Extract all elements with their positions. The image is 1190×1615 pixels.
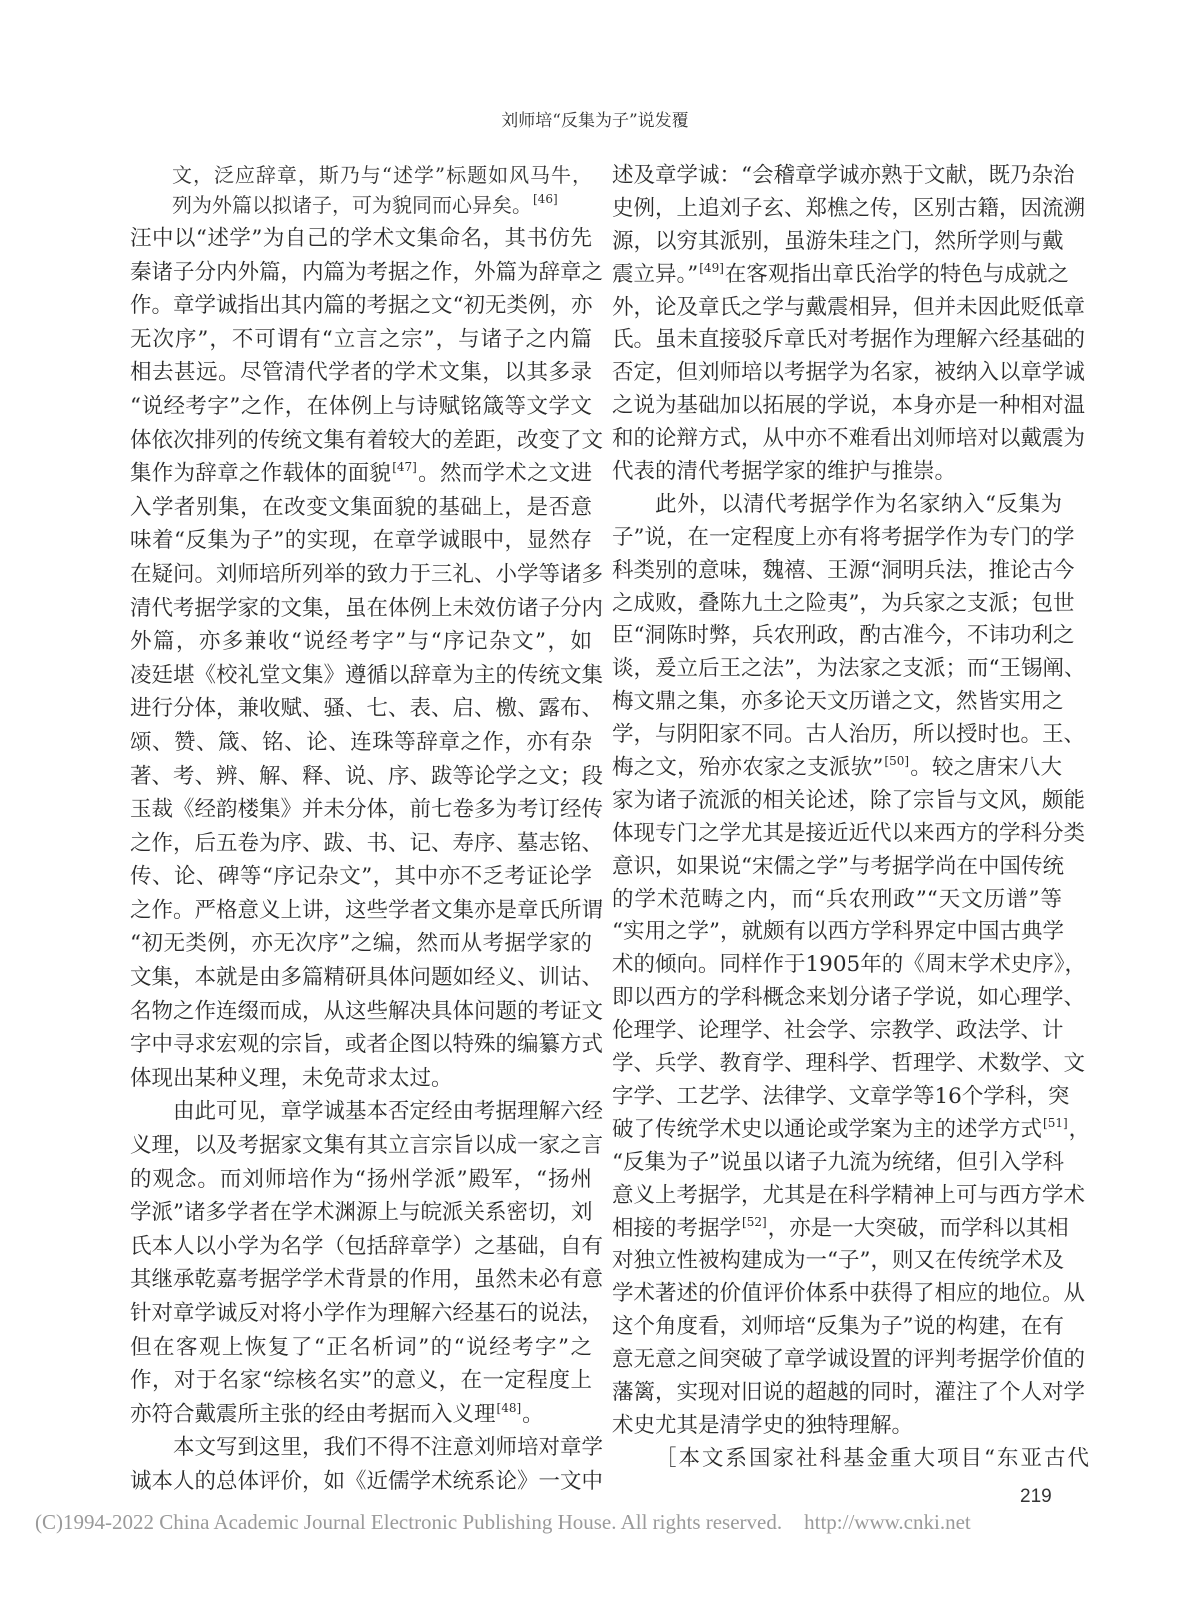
- text-line: 的观念。而刘师培作为“扬州学派”殿军，“扬州: [130, 1166, 592, 1192]
- text-line: 氏本人以小学为名学（包括辞章学）之基础，自有: [130, 1233, 604, 1259]
- text-line: 体依次排列的传统文集有着较大的差距，改变了文: [130, 427, 604, 453]
- text-line: 体现专门之学尤其是接近近代以来西方的学科分类: [612, 820, 1086, 846]
- footnote-ref: [47]: [392, 460, 417, 475]
- text-line: 但在客观上恢复了“正名析词”的“说经考字”之: [130, 1334, 592, 1360]
- text-line: 外篇，亦多兼收“说经考字”与“序记杂文”，如: [130, 629, 592, 655]
- paragraph: [130, 1095, 604, 1431]
- text-line: 玉裁《经韵楼集》并未分体，前七卷多为考订经传: [130, 797, 604, 823]
- copyright-text: (C)1994-2022 China Academic Journal Electronic Publishing House. All rights reserved.: [35, 1510, 783, 1534]
- text-line: 文集，本就是由多篇精研具体问题如经义、训诂、: [130, 965, 604, 991]
- running-title: 刘师培“反集为子”说发覆: [501, 111, 689, 131]
- text-line: 伦理学、论理学、社会学、宗教学、政法学、计: [612, 1018, 1064, 1044]
- text-line: 亦符合戴震所主张的经由考据而入义理[48]。: [130, 1400, 544, 1427]
- text-line: 本文写到这里，我们不得不注意刘师培对章学: [173, 1435, 604, 1461]
- text-line: 汪中以“述学”为自己的学术文集命名，其书仿先: [130, 226, 592, 251]
- paragraph: [612, 160, 1086, 489]
- text-line: 述及章学诚：“会稽章学诚亦熟于文献，既乃杂治: [612, 163, 1075, 188]
- text-line: 传、论、碑等“序记杂文”，其中亦不乏考证论学: [130, 864, 592, 890]
- text-line: 秦诸子分内外篇，内篇为考据之作，外篇为辞章之: [130, 259, 604, 285]
- text-line: 意无意之间突破了章学诚设置的评判考据学价值的: [612, 1347, 1086, 1373]
- text-line: 无次序”，不可谓有“立言之宗”，与诸子之内篇: [130, 326, 592, 352]
- text-line: 学派”诸多学者在学术渊源上与皖派关系密切，刘: [130, 1200, 593, 1226]
- text-line: 的学术范畴之内，而“兵农刑政”“天文历谱”等: [612, 886, 1062, 912]
- funding-note: [612, 1443, 1091, 1476]
- paragraph: [130, 222, 604, 1095]
- text-line: 即以西方的学科概念来划分诸子学说，如心理学、: [612, 985, 1086, 1011]
- text-line: “反集为子”说虽以诸子九流为统绪，但引入学科: [612, 1149, 1064, 1175]
- text-line: 之作。严格意义上讲，这些学者文集亦是章氏所谓: [130, 897, 604, 923]
- text-line: 意识，如果说“宋儒之学”与考据学尚在中国传统: [612, 853, 1064, 879]
- text-line: 史例，上追刘子玄、郑樵之传，区别古籍，因流溯: [612, 195, 1086, 221]
- text-line: 体现出某种义理，未免苛求太过。: [130, 1065, 453, 1091]
- footnote-ref: [49]: [699, 260, 724, 275]
- text-line: 家为诸子流派的相关论述，除了宗旨与文风，颇能: [612, 787, 1086, 813]
- block-quote: [130, 160, 592, 220]
- text-line: 源，以穷其派别，虽游朱珪之门，然所学则与戴: [612, 228, 1064, 254]
- text-line: “初无类例，亦无次序”之编，然而从考据学家的: [130, 931, 592, 957]
- text-line: 否定，但刘师培以考据学为名家，被纳入以章学诚: [612, 360, 1086, 386]
- text-line: 此外，以清代考据学作为名家纳入“反集为: [655, 491, 1062, 517]
- text-line: 科类别的意味，魏禧、王源“洞明兵法，推论古今: [612, 557, 1075, 583]
- text-line: 之成败，叠陈九土之险夷”，为兵家之支派；包世: [612, 590, 1075, 616]
- text-line: 外，论及章氏之学与戴震相异，但并未因此贬低章: [612, 294, 1086, 320]
- text-line: 和的论辩方式，从中亦不难看出刘师培对以戴震为: [612, 426, 1086, 452]
- text-line: 之作，后五卷为序、跋、书、记、寿序、墓志铭、: [130, 830, 604, 856]
- text-line: 震立异。”[49]在客观指出章氏治学的特色与成就之: [612, 260, 1069, 287]
- text-line: 破了传统学术史以通论或学案为主的述学方式[51]，: [612, 1115, 1091, 1142]
- text-line: 术的倾向。同样作于1905年的《周末学术史序》，: [612, 952, 1086, 978]
- text-line: 子”说，在一定程度上亦有将考据学作为专门的学: [612, 524, 1075, 550]
- text-line: 谈，爰立后王之法”，为法家之支派；而“王锡阐、: [612, 656, 1086, 682]
- text-line: 学，与阴阳家不同。古人治历，所以授时也。王、: [612, 722, 1086, 748]
- paragraph: [612, 489, 1091, 1443]
- text-line: 字中寻求宏观的宗旨，或者企图以特殊的编纂方式: [130, 1032, 604, 1058]
- text-line: 梅文鼎之集，亦多论天文历谱之文，然皆实用之: [612, 689, 1064, 715]
- footnote-ref: [52]: [742, 1214, 767, 1229]
- text-line: 学、兵学、教育学、理科学、哲理学、术数学、文: [612, 1051, 1086, 1077]
- text-line: 作。章学诚指出其内篇的考据之文“初无类例，亦: [130, 293, 593, 319]
- text-line: 臣“洞陈时弊，兵农刑政，酌古准今，不讳功利之: [612, 623, 1075, 649]
- text-line: 颂、赞、箴、铭、论、连珠等辞章之作，亦有杂: [130, 729, 592, 755]
- text-line: “实用之学”，就颇有以西方学科界定中国古典学: [612, 919, 1064, 945]
- text-line: 凌廷堪《校礼堂文集》遵循以辞章为主的传统文集: [130, 662, 604, 688]
- text-line: 相接的考据学[52]，亦是一大突破，而学科以其相: [612, 1214, 1069, 1241]
- text-line: 对独立性被构建成为一“子”，则又在传统学术及: [612, 1248, 1064, 1274]
- text-line: 进行分体，兼收赋、骚、七、表、启、檄、露布、: [130, 696, 604, 722]
- text-line: 名物之作连缀而成，从这些解决具体问题的考证文: [130, 998, 604, 1024]
- footnote-ref: [51]: [1043, 1115, 1068, 1130]
- text-line: 梅之文，殆亦农家之支派欤”[50]。较之唐宋八大: [612, 754, 1062, 781]
- text-line: 之说为基础加以拓展的学说，本身亦是一种相对温: [612, 393, 1086, 419]
- text-line: 针对章学诚反对将小学作为理解六经基石的说法，: [130, 1301, 604, 1326]
- text-line: 文，泛应辞章，斯乃与“述学”标题如风马牛，: [172, 163, 592, 187]
- text-line: 清代考据学家的文集，虽在体例上未效仿诸子分内: [130, 595, 604, 621]
- text-line: 集作为辞章之作载体的面貌[47]。然而学术之文进: [130, 460, 592, 487]
- footnote-ref: [46]: [533, 192, 558, 206]
- text-line: 代表的清代考据学家的维护与推崇。: [612, 459, 957, 485]
- text-line: 在疑问。刘师培所列举的致力于三礼、小学等诸多: [130, 561, 604, 587]
- text-line: “说经考字”之作，在体例上与诗赋铭箴等文学文: [130, 393, 592, 419]
- text-line: 其继承乾嘉考据学学术背景的作用，虽然未必有意: [130, 1267, 604, 1293]
- text-line: 相去甚远。尽管清代学者的学术文集，以其多录: [130, 360, 592, 386]
- text-line: 诚本人的总体评价，如《近儒学术统系论》一文中: [130, 1468, 604, 1494]
- text-line: 术史尤其是清学史的独特理解。: [612, 1412, 914, 1438]
- page-number: 219: [1020, 1486, 1052, 1507]
- left-column: [130, 160, 604, 1499]
- text-line: 著、考、辨、解、释、说、序、跋等论学之文；段: [130, 763, 604, 789]
- text-line: 作，对于名家“综核名实”的意义，在一定程度上: [130, 1368, 592, 1394]
- text-line: 字学、工艺学、法律学、文章学等16个学科，突: [612, 1083, 1070, 1109]
- paragraph: [130, 1431, 604, 1498]
- text-line: 氏。虽未直接驳斥章氏对考据作为理解六经基础的: [612, 327, 1086, 353]
- footnote-ref: [48]: [496, 1400, 522, 1415]
- text-line: 藩篱，实现对旧说的超越的同时，灌注了个人对学: [612, 1379, 1086, 1405]
- text-line: 义理，以及考据家文集有其立言宗旨以成一家之言: [130, 1133, 604, 1159]
- text-line: 味着“反集为子”的实现，在章学诚眼中，显然存: [130, 528, 592, 554]
- footer-url: http://www.cnki.net: [804, 1510, 971, 1534]
- text-line: 由此可见，章学诚基本否定经由考据理解六经: [173, 1099, 604, 1125]
- text-line: 这个角度看，刘师培“反集为子”说的构建，在有: [612, 1314, 1064, 1340]
- text-line: 入学者别集，在改变文集面貌的基础上，是否意: [130, 494, 592, 520]
- text-line: ［本文系国家社科基金重大项目“东亚古代: [655, 1445, 1091, 1471]
- text-line: 学术著述的价值评价体系中获得了相应的地位。从: [612, 1281, 1086, 1307]
- right-column: [612, 160, 1091, 1476]
- text-line: 意义上考据学，尤其是在科学精神上可与西方学术: [612, 1182, 1086, 1208]
- footnote-ref: [50]: [884, 754, 910, 769]
- text-line: 列为外篇以拟诸子，可为貌同而心异矣。[46]: [172, 192, 558, 217]
- copyright-footer: [35, 1510, 971, 1535]
